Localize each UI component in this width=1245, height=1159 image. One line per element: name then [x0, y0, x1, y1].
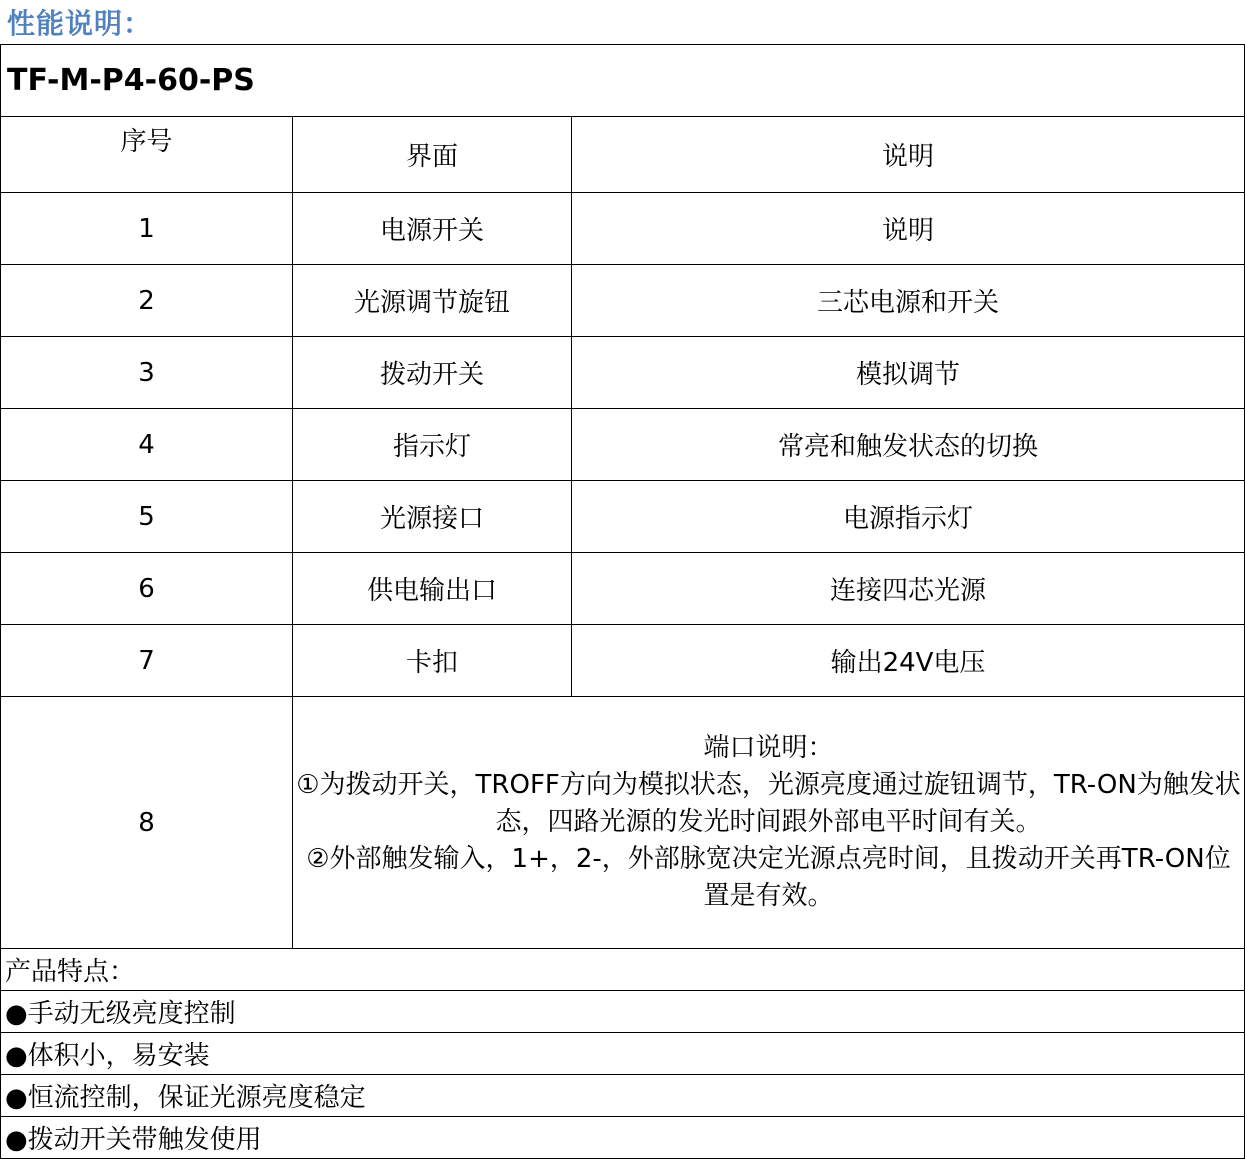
header-seq: 序号 [1, 117, 293, 193]
spec-table [0, 44, 1245, 1159]
table-row [1, 409, 1245, 481]
feature-item: ●恒流控制，保证光源亮度稳定 [1, 1075, 1245, 1117]
row-desc: 模拟调节 [572, 337, 1245, 409]
row-ui: 电源开关 [293, 193, 572, 265]
row-seq: 2 [1, 265, 293, 337]
row-seq: 6 [1, 553, 293, 625]
row-desc: 常亮和触发状态的切换 [572, 409, 1245, 481]
port-description-title: 端口说明： [703, 733, 834, 763]
row-seq: 7 [1, 625, 293, 697]
row-desc: 连接四芯光源 [572, 553, 1245, 625]
feature-row [1, 1075, 1245, 1117]
row-ui: 指示灯 [293, 409, 572, 481]
row-ui: 光源接口 [293, 481, 572, 553]
page-heading: 性能说明： [7, 7, 153, 40]
row-seq: 8 [1, 697, 293, 949]
table-row [1, 193, 1245, 265]
model-name: TF-M-P4-60-PS [1, 45, 1245, 117]
feature-row [1, 991, 1245, 1033]
port-description-line: ②外部触发输入，1+，2-，外部脉宽决定光源点亮时间，且拨动开关再TR-ON位置是有效。 [306, 844, 1231, 911]
row-ui: 卡扣 [293, 625, 572, 697]
table-header-row [1, 117, 1245, 193]
table-row [1, 625, 1245, 697]
features-title: 产品特点： [1, 949, 1245, 991]
feature-item: ●拨动开关带触发使用 [1, 1117, 1245, 1159]
row-seq: 1 [1, 193, 293, 265]
feature-row [1, 1117, 1245, 1159]
header-desc: 说明 [572, 117, 1245, 193]
port-description [293, 697, 1245, 949]
feature-item: ●手动无级亮度控制 [1, 991, 1245, 1033]
row-desc: 输出24V电压 [572, 625, 1245, 697]
header-ui: 界面 [293, 117, 572, 193]
row-desc: 三芯电源和开关 [572, 265, 1245, 337]
features-title-row [1, 949, 1245, 991]
port-description-row [1, 697, 1245, 949]
port-description-line: ①为拨动开关，TROFF方向为模拟状态，光源亮度通过旋钮调节，TR-ON为触发状态，四路光源的发光时间跟外部电平时间有关。 [296, 770, 1241, 837]
row-seq: 5 [1, 481, 293, 553]
row-ui: 拨动开关 [293, 337, 572, 409]
row-desc: 电源指示灯 [572, 481, 1245, 553]
row-desc: 说明 [572, 193, 1245, 265]
table-row [1, 553, 1245, 625]
row-ui: 光源调节旋钮 [293, 265, 572, 337]
row-ui: 供电输出口 [293, 553, 572, 625]
table-row [1, 337, 1245, 409]
feature-row [1, 1033, 1245, 1075]
row-seq: 3 [1, 337, 293, 409]
row-seq: 4 [1, 409, 293, 481]
feature-item: ●体积小，易安装 [1, 1033, 1245, 1075]
table-row [1, 481, 1245, 553]
table-row [1, 265, 1245, 337]
